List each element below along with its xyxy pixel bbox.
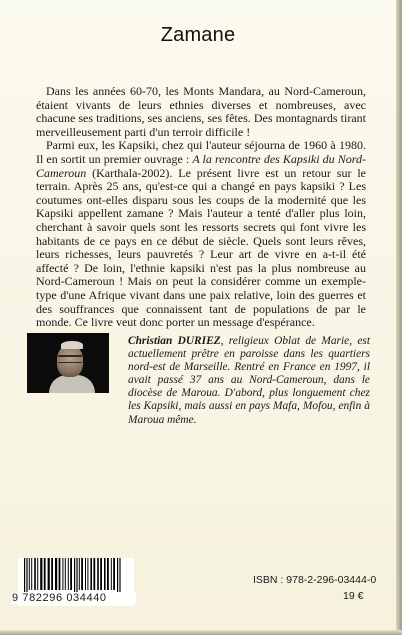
book-title: Zamane [160, 24, 236, 46]
author-photo-hair [61, 341, 83, 349]
author-photo [27, 333, 109, 393]
blurb-text [36, 85, 366, 330]
page-edge-right [396, 0, 402, 635]
author-bio [128, 335, 370, 427]
page-edge-bottom [0, 630, 402, 635]
blurb-text-run: (Karthala-2002). Le présent livre est un retour sur le terrain. Après 25 ans, qu'est-ce qui a changé en pays kapsiki ? Les coutumes ont-elles disparu sous les coups de la modernité que les Kapsiki appellent zamane ? Mais l'auteur a tenté d'aller plus loin, cherchant à savoir quels sont les ressorts secrets qui font vivre les habitants de ce pays en ce début de siècle. Quels sont leurs rêves, leurs richesses, leurs pauvretés ? Leur art de vivre en a-t-il été affecté ? De loin, l'ethnie kapsiki n'est pas la plus nombreuse au Nord-Cameroun ! Mais on peut la considérer comme un exemple-type d'une Afrique vivant dans une paix relative, loin des guerres et des souffrances que connaissent tant de populations de par le monde. Ce livre veut donc porter un message d'espérance. [36, 165, 366, 330]
blurb-text-run: Parmi eux, les Kapsiki, chez qui l'auteur séjourna de 1960 à 1980. Il en sortit un premier ouvrage : [36, 138, 366, 166]
author-bio-text: , religieux Oblat de Marie, est actuellement prêtre en paroisse dans les quartiers nord-est de Marseille. Rentré en France en 1997, il avait passé 37 ans au Nord-Cameroun, dans le diocèse de Maroua. D'abord, plus longuement chez les Kapsiki, mais aussi en pays Mafa, Mofou, enfin à Maroua même. [128, 335, 370, 426]
price: 19 € [343, 590, 364, 602]
author-photo-shirt [49, 375, 95, 393]
blurb-paragraph [36, 139, 366, 329]
author-photo-glasses [58, 355, 82, 363]
barcode-bars [18, 558, 134, 594]
blurb-paragraph: Dans les années 60-70, les Monts Mandara, au Nord-Cameroun, étaient vivants de leurs ethnies diverses et nombreuses, avec chacune ses traditions, ses anciens, ses fêtes. Des montagnards tirant merveilleusement parti d'un terroir difficile ! [36, 84, 366, 139]
barcode-digits: 9 782296 034440 [12, 592, 136, 604]
previous-book-title: A la rencontre des Kapsiki du Nord-Cameroun [36, 151, 366, 180]
author-name: Christian DURIEZ [128, 335, 221, 347]
isbn: ISBN : 978-2-296-03444-0 [253, 574, 377, 586]
